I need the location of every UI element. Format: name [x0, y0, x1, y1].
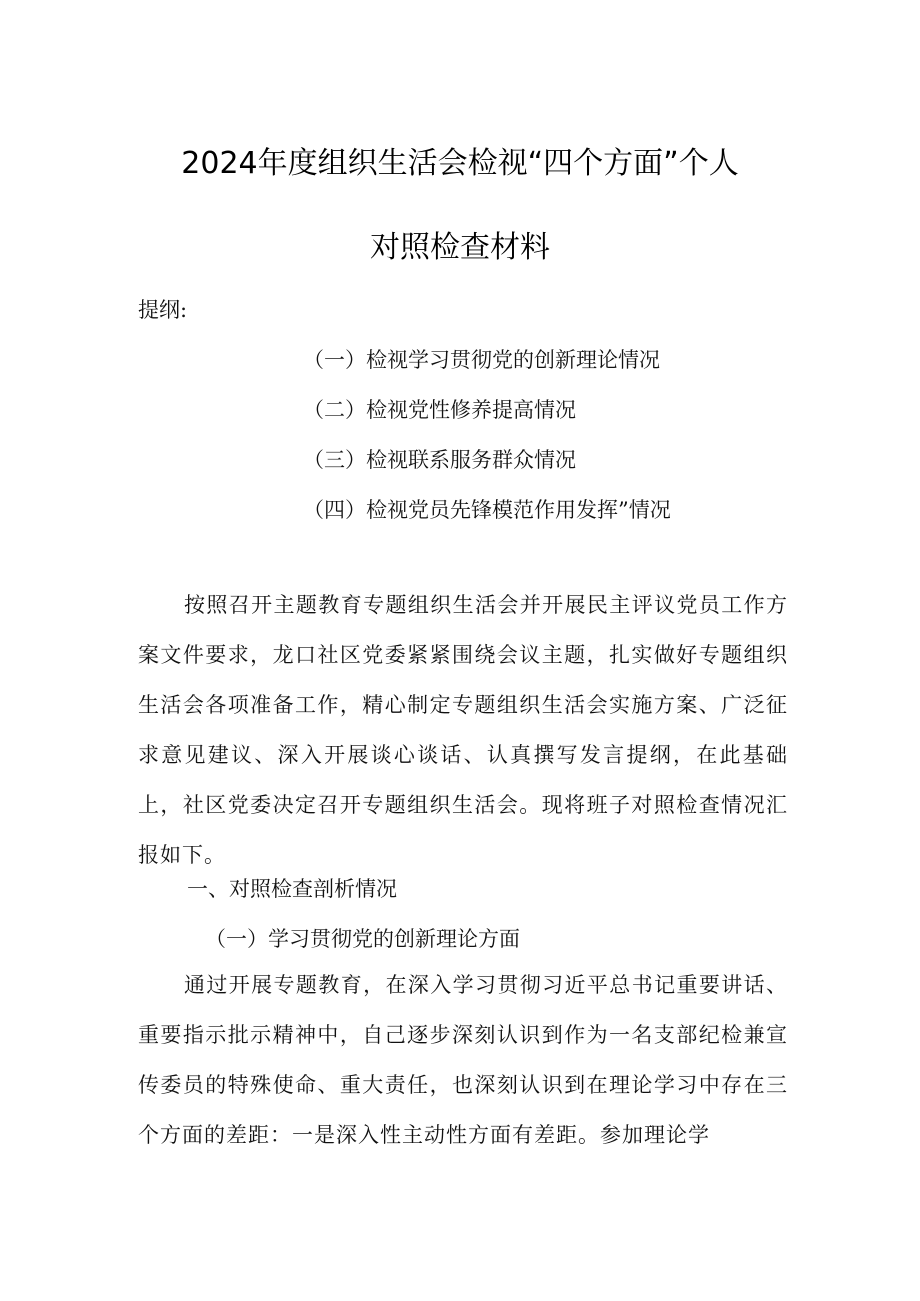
outline-item-3: （三）检视联系服务群众情况 [303, 448, 576, 472]
section-heading: 一、对照检查剖析情况 [187, 877, 397, 901]
body-paragraph: 通过开展专题教育，在深入学习贯彻习近平总书记重要讲话、重要指示批示精神中，自己逐步深刻认识到作为一名支部纪检兼宣传委员的特殊使命、重大责任，也深刻认识到在理论学习中存在三个方面的差距：一是深入性主动性方面有差距。参加理论学 [138, 973, 788, 1147]
subsection-heading: （一）学习贯彻党的创新理论方面 [205, 927, 520, 951]
document-title-line-1: 2024年度组织生活会检视“四个方面”个人 [181, 146, 739, 181]
outline-item-4: （四）检视党员先锋模范作用发挥”情况 [303, 498, 671, 522]
outline-label: 提纲: [138, 298, 188, 322]
document-title-line-2: 对照检查材料 [370, 230, 550, 265]
intro-paragraph: 按照召开主题教育专题组织生活会并开展民主评议党员工作方案文件要求，龙口社区党委紧紧围绕会议主题，扎实做好专题组织生活会各项准备工作，精心制定专题组织生活会实施方案、广泛征求意见建议、深入开展谈心谈话、认真撰写发言提纲，在此基础上，社区党委决定召开专题组织生活会。现将班子对照检查情况汇报如下。 [138, 593, 788, 867]
outline-item-2: （二）检视党性修养提高情况 [303, 398, 576, 422]
outline-item-1: （一）检视学习贯彻党的创新理论情况 [303, 348, 660, 372]
